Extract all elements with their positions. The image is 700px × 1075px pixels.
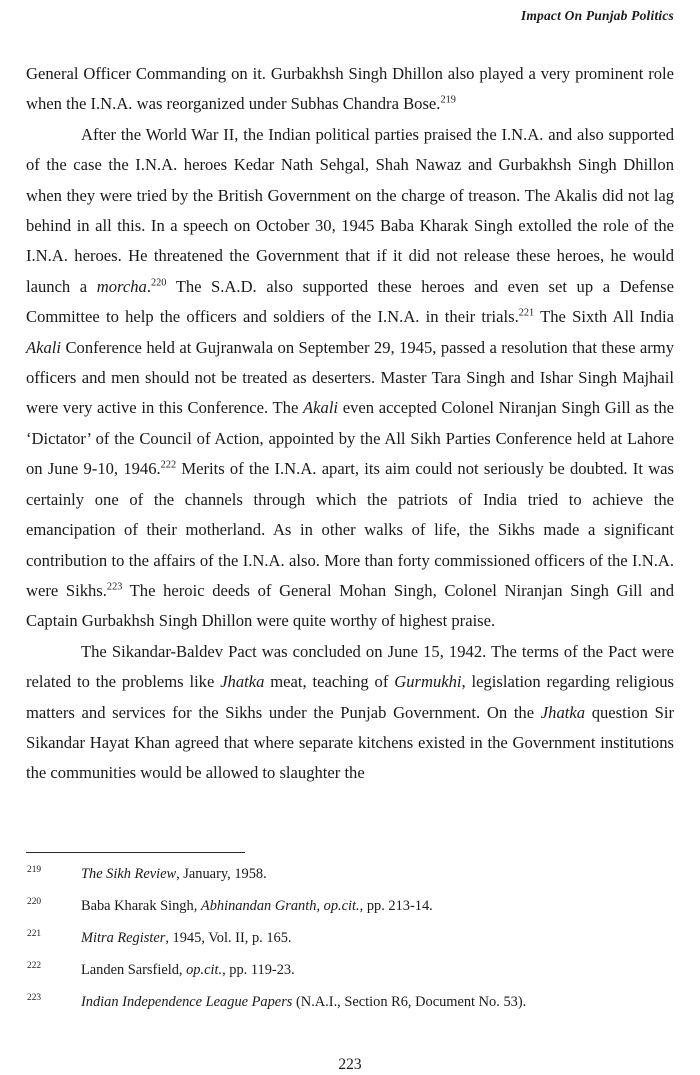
text-run: , <box>316 898 324 914</box>
emphasis-text: Mitra Register <box>81 930 166 946</box>
text-run: The S.A.D. also supported these heroes and even set up a Defense Committee to help the officers and soldiers of the I.N.A. in their trials. <box>26 276 675 327</box>
text-run: question Sir Sikandar Hayat Khan agreed that where separate kitchens existed in the Government institutions the communities would be allowed to slaughter the <box>26 702 674 783</box>
footnote-number: 222 <box>27 961 42 971</box>
running-head: Impact On Punjab Politics <box>520 8 674 23</box>
emphasis-text: The Sikh Review <box>81 866 177 882</box>
emphasis-text: Akali <box>303 398 339 418</box>
emphasis-text: Gurmukhi <box>394 672 462 692</box>
emphasis-text: op.cit. <box>323 898 360 914</box>
footnote-list <box>26 865 674 1011</box>
text-run: . <box>146 276 151 296</box>
text-run: The heroic deeds of General Mohan Singh, Colonel Niranjan Singh Gill and Captain Gurbakhsh Singh Dhillon were quite worthy of highest praise. <box>26 580 674 631</box>
footnote-separator-rule <box>26 852 245 853</box>
paragraph-list <box>26 59 674 789</box>
text-run: Baba Kharak Singh, <box>81 898 201 914</box>
text-run: even accepted Colonel Niranjan Singh Gill as the ‘Dictator’ of the Council of Action, appointed by the All Sikh Parties Conference held at Lahore on June 9-10, 1946. <box>26 398 674 479</box>
footnote-reference-marker: 220 <box>151 277 167 289</box>
emphasis-text: op.cit. <box>186 962 223 978</box>
text-run: Conference held at Gujranwala on September 29, 1945, passed a resolution that these army officers and men should not be treated as deserters. Master Tara Singh and Ishar Singh Majhail were very active in this Conference. The <box>26 337 674 418</box>
text-run: Landen Sarsfield, <box>81 962 187 978</box>
emphasis-text: morcha <box>96 276 147 296</box>
page-number: 223 <box>338 1056 362 1073</box>
text-run: , pp. 119-23. <box>222 962 295 978</box>
emphasis-text: Jhatka <box>540 702 586 722</box>
text-run: The Sixth All India <box>534 307 674 327</box>
body-paragraph <box>26 59 674 120</box>
text-run: , January, 1958. <box>176 866 267 882</box>
emphasis-text: Jhatka <box>220 672 265 692</box>
footnote-entry <box>26 961 674 979</box>
footnote-entry <box>26 993 674 1011</box>
footnote-reference-marker: 223 <box>106 581 123 593</box>
body-paragraph <box>26 120 674 637</box>
text-run: meat, teaching of <box>264 672 395 692</box>
footnote-entry <box>26 897 674 915</box>
emphasis-text: Abhinandan Granth <box>200 898 317 914</box>
text-run: After the World War II, the Indian political parties praised the I.N.A. and also supported of the case the I.N.A. heroes Kedar Nath Sehgal, Shah Nawaz and Gurbakhsh Singh Dhillon when they were tried by the British Government on the charge of treason. The Akalis did not lag behind in all this. In a speech on October 30, 1945 Baba Kharak Singh extolled the role of the I.N.A. heroes. He threatened the Government that if it did not release these heroes, he would launch a <box>26 124 674 296</box>
emphasis-text: Akali <box>26 337 62 357</box>
body-text-column <box>26 59 674 789</box>
footnote-number: 223 <box>27 993 42 1003</box>
text-run: , pp. 213-14. <box>359 898 433 914</box>
text-run: General Officer Commanding on it. Gurbakhsh Singh Dhillon also played a very prominent role when the I.N.A. was reorganized under Subhas Chandra Bose. <box>26 64 674 114</box>
text-run: Merits of the I.N.A. apart, its aim could not seriously be doubted. It was certainly one of the channels through which the patriots of India tried to achieve the emancipation of their motherland. As in other walks of life, the Sikhs made a significant contribution to the affairs of the I.N.A. also. More than forty commissioned officers of the I.N.A. were Sikhs. <box>26 459 675 600</box>
text-run: (N.A.I., Section R6, Document No. 53). <box>292 994 527 1010</box>
footnote-reference-marker: 219 <box>440 94 456 106</box>
footnotes-section <box>26 852 674 1025</box>
footnote-number: 221 <box>27 929 42 939</box>
footnote-reference-marker: 221 <box>518 307 535 319</box>
footnote-entry <box>26 929 674 947</box>
text-run: , 1945, Vol. II, p. 165. <box>165 930 292 946</box>
text-run: The Sikandar-Baldev Pact was concluded on June 15, 1942. The terms of the Pact were related to the problems like <box>26 641 674 692</box>
footnote-text <box>81 866 267 882</box>
footnote-number: 219 <box>27 865 42 875</box>
footnote-text <box>81 962 295 978</box>
text-run: , legislation regarding religious matters and services for the Sikhs under the Punjab Government. On the <box>26 672 674 722</box>
emphasis-text: Indian Independence League Papers <box>81 994 293 1010</box>
body-paragraph <box>26 637 674 789</box>
footnote-entry <box>26 865 674 883</box>
footnote-text <box>81 930 292 946</box>
footnote-text <box>81 994 526 1010</box>
footnote-reference-marker: 222 <box>160 459 177 471</box>
footnote-text <box>81 898 433 914</box>
footnote-number: 220 <box>27 897 42 907</box>
